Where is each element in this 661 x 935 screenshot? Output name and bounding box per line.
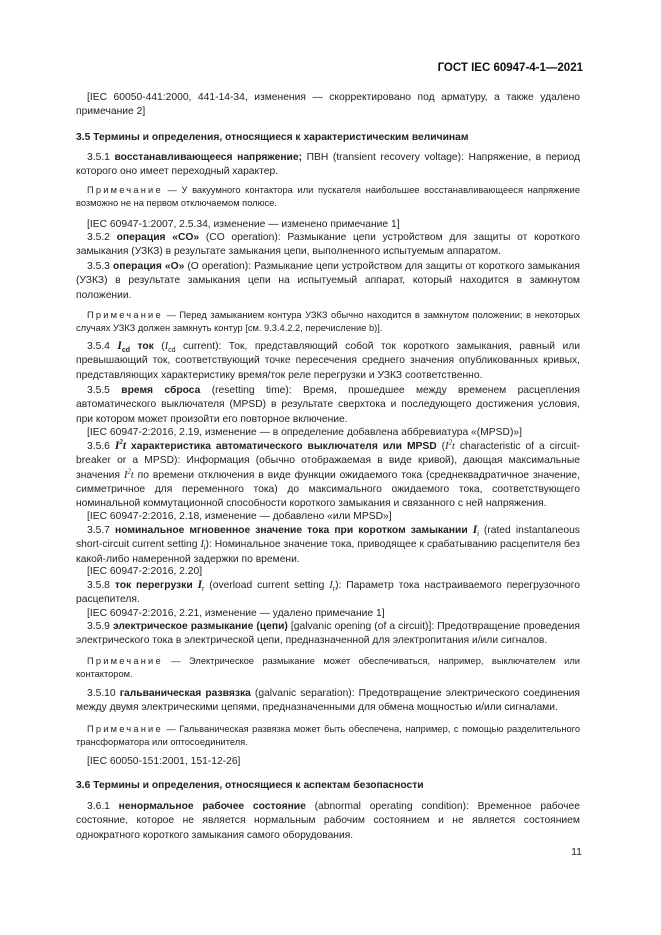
term-3-5-1: 3.5.1 восстанавливающееся напряжение; ПВН (transient recovery voltage): Напряжение, в период которого оно имеет переходный характер. [76,152,580,178]
note-4: Примечание — Гальваническая развязка может быть обеспечена, например, с помощью разделительного трансформатора или оптосоединителя. [76,724,580,748]
section-heading-3-5: 3.5 Термины и определения, относящиеся к характеристическим величинам [76,132,469,143]
term-3-5-9: 3.5.9 электрическое размыкание (цепи) [galvanic opening (of a circuit)]: Предотвращение проведения электрического тока в электрической цепи, предназначенной для электропитания и/или сигналов. [76,621,580,647]
note-2: Примечание — Перед замыканием контура УЗКЗ обычно находится в замкнутом положении; в некоторых случаях УЗКЗ должен замкнуть контур [см. 9.3.4.2.2, перечисление b)]. [76,310,580,334]
standard-header: ГОСТ IEC 60947-4-1—2021 [437,62,583,74]
reference-p1: [IEC 60050-441:2000, 441-14-34, изменения — скорректировано под арматуру, а также удалено примечание 2] [76,92,580,118]
section-heading-3-6: 3.6 Термины и определения, относящиеся к аспектам безопасности [76,780,424,791]
reference-r4: [IEC 60947-2:2016, 2.20] [87,566,203,577]
note-3: Примечание — Электрическое размыкание может обеспечиваться, например, выключателем или контактором. [76,656,580,680]
note-1: Примечание — У вакуумного контактора или пускателя наибольшее восстанавливающееся напряжение возможно не на первом отключаемом полюсе. [76,185,580,209]
reference-r6: [IEC 60050-151:2001, 151-12-26] [87,756,241,767]
reference-r3: [IEC 60947-2:2016, 2.18, изменение — добавлено «или MPSD»] [87,511,392,522]
term-3-6-1: 3.6.1 ненормальное рабочее состояние (abnormal operating condition): Временное рабочее состояние, которое не является нормальным рабочим состоянием и не является состоянием однократного короткого замыкания самого оборудования. [76,801,580,841]
term-3-5-5: 3.5.5 время сброса (resetting time): Время, прошедшее между временем расцепления автоматического выключателя (MPSD) в результате сверхтока и последующего достижения условия, при котором может произойти его повторное включение. [76,385,581,425]
term-3-5-7: 3.5.7 номинальное мгновенное значение тока при коротком замыкании $I_i$ (rated instantaneous short-circuit current setting $I_i$): Номинальное значение тока, приводящее к срабатыванию расцепителя без какой-либо намеренной задержки по времени. [76,524,580,565]
term-3-5-4: 3.5.4 $I_{cd}$ ток ($I_{cd}$ current): Ток, представляющий собой ток короткого замыкания, равный или превышающий ток, соответствующий точке пересечения среднего значения опубликованных кривых, представляющих характеристику время/ток реле перегрузки и УЗКЗ соответственно. [76,340,580,381]
reference-r5: [IEC 60947-2:2016, 2.21, изменение — удалено примечание 1] [87,608,385,619]
term-3-5-3: 3.5.3 операция «O» (O operation): Размыкание цепи устройством для защиты от короткого замыкания (УЗКЗ) в результате замыкания цепи на испытуемый аппарат, который находится в замкнутом положении. [76,261,580,301]
term-3-5-8: 3.5.8 ток перегрузки $I_r$ (overload current setting $I_r$): Параметр тока настраиваемого перегрузочного расцепителя. [76,579,580,606]
reference-r1: [IEC 60947-1:2007, 2.5.34, изменение — изменено примечание 1] [87,219,400,230]
reference-r2: [IEC 60947-2:2016, 2.19, изменение — в определение добавлена аббревиатура «(MPSD)»] [87,427,522,438]
term-3-5-10: 3.5.10 гальваническая развязка (galvanic separation): Предотвращение электрического соединения между двумя электрическими цепями, предназначенными для обмена мощностью и/или сигналами. [76,688,580,714]
term-3-5-6: 3.5.6 $I^2t$ характеристика автоматического выключателя или MPSD ($I^2t$ characteristic of a circuit-breaker or a MPSD): Информация (обычно отображаемая в виде кривой), дающая максимальные значения $I^2t$ по времени отключения в виде функции ожидаемого тока (среднеквадратичное значение, симметричное для переменного тока) до максимального ожидаемого тока, соответствующего номинальной коммутационной способности короткого замыкания и связанного с ней напряжения. [76,438,580,510]
page-number: 11 [571,846,582,858]
term-3-5-2: 3.5.2 операция «CO» (CO operation): Размыкание цепи устройством для защиты от короткого замыкания (УЗКЗ) в результате замыкания цепи, выполненного испытуемым аппаратом. [76,232,580,258]
